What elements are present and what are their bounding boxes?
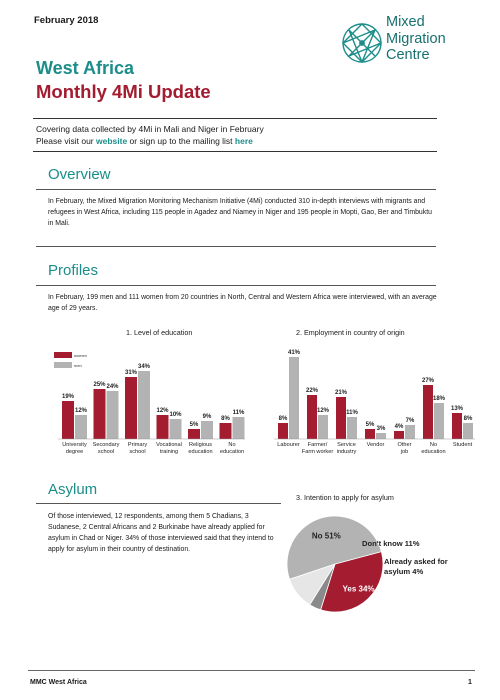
- data-label: 9%: [202, 414, 212, 420]
- category-label: industry: [336, 449, 357, 455]
- category-label: Student: [452, 442, 473, 448]
- bar-women: [365, 429, 375, 439]
- intro-prefix: Please visit our: [36, 136, 96, 146]
- employment-chart: [262, 340, 487, 465]
- bar-women: [394, 431, 404, 439]
- logo-line-mixed: Mixed: [386, 14, 425, 30]
- bar-men: [75, 415, 87, 439]
- bar-men: [405, 425, 415, 439]
- bar-men: [201, 421, 213, 439]
- data-label: 41%: [287, 350, 301, 356]
- page-title: Monthly 4Mi Update: [36, 81, 211, 102]
- category-label: No: [429, 442, 438, 448]
- bar-men: [347, 417, 357, 439]
- bar-men: [318, 415, 328, 439]
- category-label: training: [159, 449, 179, 455]
- data-label: 27%: [421, 378, 435, 384]
- bar-women: [62, 401, 74, 439]
- education-chart: [50, 340, 270, 465]
- data-label: 4%: [394, 424, 404, 430]
- category-label: education: [188, 449, 213, 455]
- pie-label-no: No 51%: [311, 531, 341, 541]
- legend-swatch-women: [54, 352, 72, 358]
- bar-women: [452, 413, 462, 439]
- mailing-list-link[interactable]: here: [234, 136, 253, 146]
- bar-men: [138, 371, 150, 439]
- bar-men: [434, 403, 444, 439]
- category-label: Primary: [127, 442, 148, 448]
- category-label: University: [62, 442, 87, 448]
- data-label: 25%: [93, 382, 106, 388]
- data-label: 21%: [334, 390, 348, 396]
- category-label: Vocational: [156, 442, 182, 448]
- footer-label: MMC West Africa: [30, 679, 87, 686]
- category-label: Religious: [188, 442, 213, 448]
- category-label: degree: [65, 449, 84, 455]
- region-title: West Africa: [36, 58, 135, 78]
- bar-men: [107, 391, 119, 439]
- employment-chart-title: 2. Employment in country of origin: [296, 328, 405, 337]
- category-label: Labourer: [277, 442, 300, 448]
- logo-line-migration: Migration: [386, 30, 446, 47]
- bar-women: [94, 389, 106, 439]
- divider: [36, 189, 436, 190]
- divider: [36, 246, 436, 247]
- profiles-heading: Profiles: [48, 262, 99, 279]
- category-label: Farm worker: [301, 449, 334, 455]
- bar-women: [336, 397, 346, 439]
- data-label: 13%: [450, 406, 464, 412]
- intro-middle: or sign up to the mailing list: [127, 136, 235, 146]
- data-label: 34%: [137, 364, 151, 370]
- data-label: 11%: [346, 410, 358, 416]
- data-label: 8%: [463, 416, 473, 422]
- category-label: school: [97, 449, 115, 455]
- footer-divider: [28, 670, 475, 671]
- data-label: 12%: [74, 408, 88, 414]
- category-label: education: [421, 449, 446, 455]
- divider: [33, 118, 437, 119]
- data-label: 31%: [124, 370, 138, 376]
- category-label: education: [219, 449, 245, 455]
- asylum-pie-chart: [280, 508, 495, 628]
- intro-line: Covering data collected by 4Mi in Mali and Niger in February: [36, 124, 264, 134]
- pie-label-already-asked-value: asylum 4%: [384, 567, 424, 576]
- bar-women: [220, 423, 232, 439]
- logo-line-centre: Centre: [386, 47, 430, 63]
- website-link[interactable]: website: [96, 136, 128, 146]
- data-label: 7%: [405, 418, 415, 424]
- data-label: 12%: [316, 408, 330, 414]
- bar-women: [307, 395, 317, 439]
- legend-swatch-men: [54, 362, 72, 368]
- data-label: 24%: [106, 384, 119, 390]
- bar-women: [423, 385, 433, 439]
- profiles-text: In February, 199 men and 111 women from 20 countries in North, Central and Western Africa were interviewed, with an average age of 29 years.: [48, 294, 437, 312]
- bar-women: [278, 423, 288, 439]
- pie-label-yes: Yes 34%: [342, 584, 375, 594]
- bar-women: [157, 415, 169, 439]
- category-label: No: [228, 442, 236, 448]
- data-label: 3%: [376, 426, 386, 432]
- intro-block: [36, 123, 456, 147]
- category-label: Other: [397, 442, 412, 448]
- data-label: 8%: [278, 416, 288, 422]
- pie-label-already-asked: Already asked for: [384, 557, 448, 566]
- divider: [33, 151, 437, 152]
- asylum-text: Of those interviewed, 12 respondents, among them 5 Chadians, 3 Sudanese, 2 Central Africans and 2 Burkinabe have already applied for asylum in Chad or Niger. 34% of those interviewed said that they intend to apply for asylum in their country of destination.: [48, 513, 274, 553]
- data-label: 8%: [221, 416, 230, 422]
- bar-men: [376, 433, 386, 439]
- bar-men: [233, 417, 245, 439]
- overview-text: In February, the Mixed Migration Monitoring Mechanism Initiative (4Mi) conducted 310 in-depth interviews with migrants and refugees in West Africa, including 115 people in Agadez and Niamey in Niger and 195 people in Mopti, Gao, Ber and Timbuktu in Mali.: [48, 198, 432, 227]
- category-label: job: [400, 449, 409, 455]
- page-number: 1: [468, 679, 472, 686]
- data-label: 10%: [169, 412, 182, 418]
- data-label: 11%: [232, 410, 245, 416]
- divider: [36, 503, 281, 504]
- bar-men: [289, 357, 299, 439]
- logo-text: [386, 14, 446, 64]
- category-label: Farmer/: [307, 442, 328, 448]
- category-label: Service: [337, 442, 356, 448]
- intro-links-line: [36, 135, 456, 147]
- asylum-heading: Asylum: [48, 481, 98, 498]
- legend-label-men: men: [74, 363, 82, 368]
- category-label: Vendor: [366, 442, 385, 448]
- education-chart-title: 1. Level of education: [126, 328, 193, 337]
- data-label: 5%: [189, 422, 199, 428]
- data-label: 5%: [365, 422, 375, 428]
- data-label: 12%: [156, 408, 169, 414]
- pie-label-dont-know: Don't know 11%: [362, 539, 420, 548]
- category-label: Secondary: [92, 442, 120, 448]
- bar-women: [188, 429, 200, 439]
- overview-heading: Overview: [48, 166, 111, 183]
- data-label: 18%: [432, 396, 446, 402]
- divider: [36, 285, 436, 286]
- bar-men: [463, 423, 473, 439]
- legend-label-women: women: [74, 353, 87, 358]
- asylum-chart-title: 3. Intention to apply for asylum: [296, 493, 394, 502]
- category-label: school: [129, 449, 146, 455]
- bar-women: [125, 377, 137, 439]
- data-label: 19%: [61, 394, 75, 400]
- report-date: February 2018: [34, 15, 99, 26]
- data-label: 22%: [305, 388, 319, 394]
- bar-men: [170, 419, 182, 439]
